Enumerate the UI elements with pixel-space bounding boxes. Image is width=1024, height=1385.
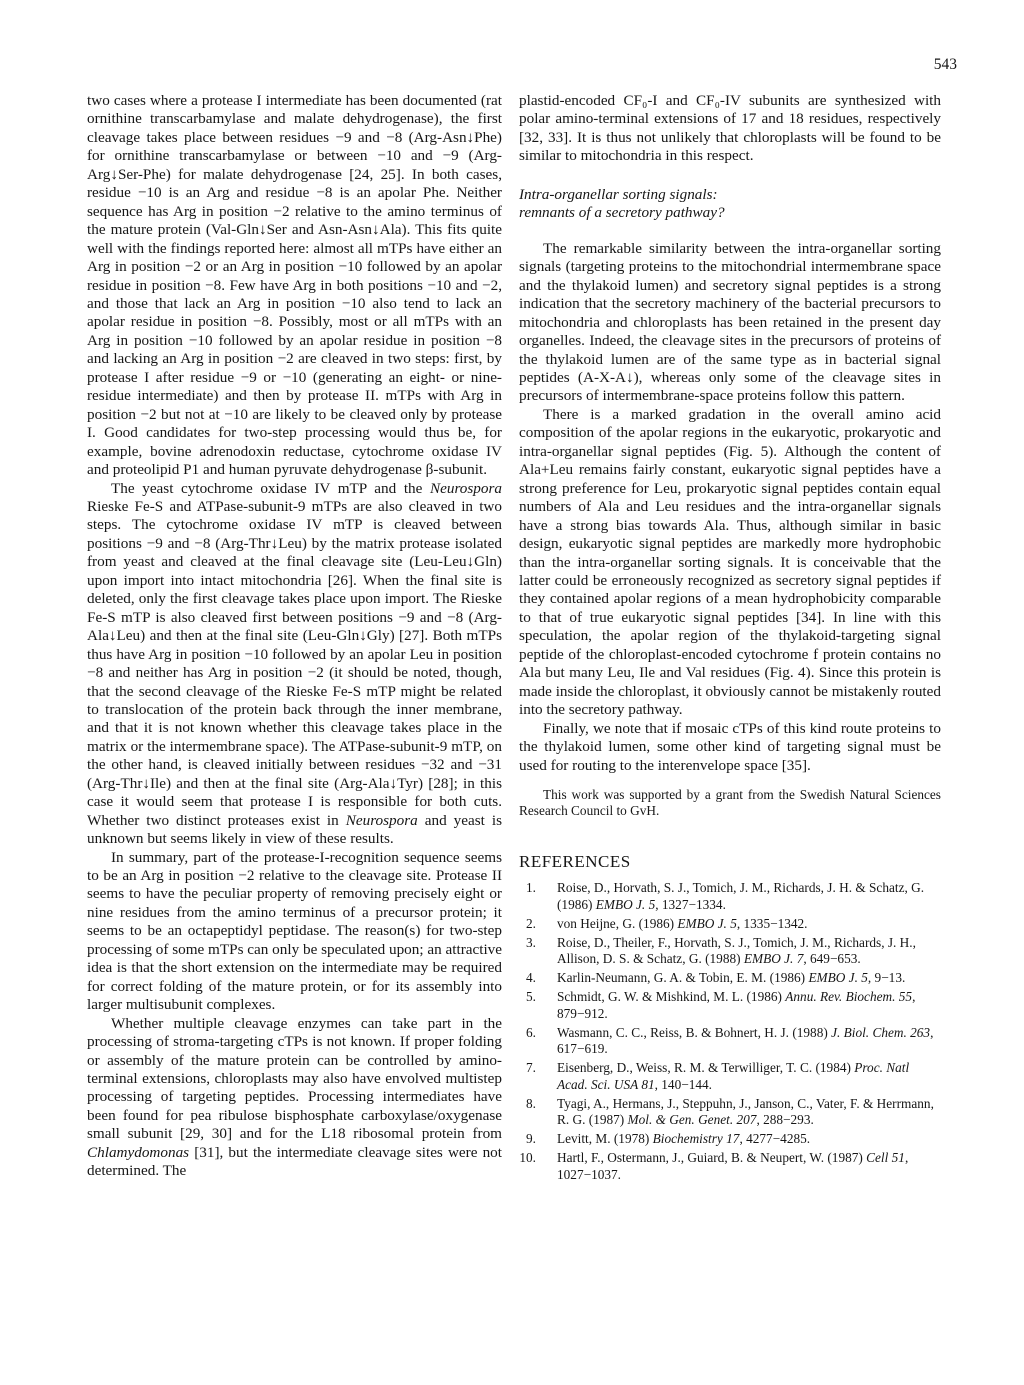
body-paragraph: There is a marked gradation in the overall amino acid composition of the apolar regions in the eukaryotic, prokaryotic and intra-organellar signal peptides (Fig. 5). Although the content of Ala+Leu remains fairly constant, eukaryotic signal peptides have a strong preference for Leu, prokaryotic signal peptides contain equal numbers of Ala and Leu residues and the intra-organellar signals have a strong bias towards Ala. Thus, although similar in basic design, eukaryotic signal peptides are markedly more hydrophobic than the intra-organellar sorting signals. It is conceivable that the latter could be erroneously recognized as secretory signal peptides if they contained apolar regions of a mean hydrophobicity comparable to that of true eukaryotic signal peptides [34]. In line with this speculation, the apolar region of the thylakoid-targeting signal peptide of the chloroplast-encoded cytochrome f protein contains no Ala but many Leu, Ile and Val residues (Fig. 4). Since this protein is made inside the chloroplast, it obviously cannot be mistakenly routed into the secretory pathway. <box>519 405 941 719</box>
reference-item <box>519 970 941 987</box>
body-paragraph: Whether multiple cleavage enzymes can take part in the processing of stroma-targeting cTPs is not known. If proper folding or assembly of the mature protein can be controlled by amino-terminal extensions, chloroplasts may also have envolved multistep processing of targeting peptides. Processing intermediates have been found for pea ribulose bisphosphate carboxylase/oxygenase small subunit [29, 30] and for the L18 ribosomal protein from Chlamydomonas [31], but the intermediate cleavage sites were not determined. The <box>87 1014 502 1180</box>
body-paragraph: Finally, we note that if mosaic cTPs of this kind route proteins to the thylakoid lumen, some other kind of targeting signal must be used for routing to the interenvelope space [35]. <box>519 719 941 774</box>
reference-number: 8. <box>526 1095 536 1111</box>
references-heading: REFERENCES <box>519 851 631 871</box>
reference-pages: , 9−13. <box>867 970 906 986</box>
reference-pages: , 1027−1037. <box>557 1150 909 1182</box>
reference-item <box>519 1096 941 1129</box>
body-paragraph: The yeast cytochrome oxidase IV mTP and the Neurospora Rieske Fe-S and ATPase-subunit-9 mTPs are also cleaved in two steps. The cytochrome oxidase IV mTP is cleaved between positions −9 and −8 (Arg-Thr↓Leu) by the matrix protease isolated from yeast and cleaved at the final cleavage site (Leu-Leu↓Gln) upon import into intact mitochondria [26]. When the final site is deleted, only the first cleavage takes place upon import. The Rieske Fe-S mTP is also cleaved first between positions −9 and −8 (Arg-Ala↓Leu) and then at the final site (Leu-Gln↓Gly) [27]. Both mTPs thus have Arg in position −10 followed by an apolar Leu in position −8 and neither has Arg in position −2 (it should be noted, though, that the second cleavage of the Rieske Fe-S mTP might be related to translocation of the protein back through the inner membrane, and that it is not known whether this cleavage takes place in the matrix or the intermembrane space). The ATPase-subunit-9 mTP, on the other hand, is cleaved initially between residues −32 and −31 (Arg-Thr↓Ile) and then at the final site (Arg-Ala↓Tyr) [28]; in this case it would seem that protease I is responsible for both cuts. Whether two distinct proteases exist in Neurospora and yeast is unknown but seems likely in view of these results. <box>87 479 502 848</box>
reference-item <box>519 1131 941 1148</box>
reference-number: 2. <box>526 915 536 931</box>
reference-pages: , 288−293. <box>756 1112 814 1128</box>
section-heading-line: Intra-organellar sorting signals: <box>519 185 718 203</box>
reference-journal: EMBO J. 5 <box>808 970 868 986</box>
reference-journal: Biochemistry 17 <box>652 1131 740 1147</box>
reference-authors: Schmidt, G. W. & Mishkind, M. L. (1986) <box>557 989 786 1005</box>
reference-number: 6. <box>526 1024 536 1040</box>
reference-number: 5. <box>526 989 536 1005</box>
reference-number: 7. <box>526 1060 536 1076</box>
reference-journal: Proc. Natl Acad. Sci. USA 81 <box>557 1060 910 1092</box>
acknowledgment: This work was supported by a grant from the Swedish Natural Sciences Research Council to GvH. <box>519 786 941 819</box>
page-number: 543 <box>933 56 957 73</box>
body-paragraph: two cases where a protease I intermediate has been documented (rat ornithine transcarbamylase and malate dehydrogenase), the first cleavage takes place between residues −9 and −8 (Arg-Asn↓Phe) for ornithine transcarbamylase or between −10 and −9 (Arg-Arg↓Ser-Phe) for malate dehydrogenase [24, 25]. In both cases, residue −10 is an Arg and residue −8 is an apolar Phe. Neither sequence has Arg in position −2 relative to the amino terminus of the mature protein (Val-Gln↓Ser and Asn-Asn↓Ala). This fits quite well with the findings reported here: almost all mTPs have either an Arg in position −2 or an Arg in position −10 followed by an apolar residue in position −8. Few have Arg in both positions −10 and −2, and those that lack an Arg in position −10 also tend to lack an apolar residue in position −8. Possibly, most or all mTPs with an Arg in position −10 followed by an apolar residue in position −8 and lacking an Arg in position −2 are cleaved in two steps: first, by protease I after residue −9 or −10 (generating an eight- or nine-residue intermediate) and then by protease II. mTPs with Arg in position −2 but not at −10 are likely to be cleaved only by protease I. Good candidates for two-step processing would thus be, for example, bovine adrenodoxin reductase, cytochrome oxidase IV and proteolipid P1 and human pyruvate dehydrogenase β-subunit. <box>87 92 502 479</box>
reference-authors: Levitt, M. (1978) <box>557 1131 653 1147</box>
reference-pages: , 617−619. <box>557 1024 934 1057</box>
section-heading-line: remnants of a secretory pathway? <box>519 204 725 222</box>
reference-item <box>519 935 941 968</box>
reference-journal: EMBO J. 5 <box>595 896 656 912</box>
reference-pages: , 879−912. <box>557 989 916 1021</box>
reference-journal: EMBO J. 7 <box>743 951 804 967</box>
reference-journal: Mol. & Gen. Genet. 207 <box>627 1112 757 1128</box>
reference-journal: EMBO J. 5 <box>677 915 737 931</box>
reference-number: 9. <box>526 1131 536 1147</box>
reference-journal: Cell 51 <box>866 1150 905 1166</box>
reference-pages: , 649−653. <box>803 951 861 967</box>
reference-number: 3. <box>526 934 536 950</box>
reference-item <box>519 989 941 1022</box>
reference-pages: , 1327−1334. <box>655 896 726 912</box>
reference-list <box>519 880 941 1183</box>
reference-item <box>519 1060 941 1093</box>
section-heading <box>519 186 941 223</box>
reference-pages: , 140−144. <box>654 1076 712 1092</box>
right-column <box>519 92 941 1186</box>
reference-item <box>519 880 941 913</box>
reference-authors: Karlin-Neumann, G. A. & Tobin, E. M. (1986) <box>557 970 809 986</box>
reference-number: 10. <box>519 1150 536 1166</box>
reference-pages: , 1335−1342. <box>736 915 808 931</box>
reference-journal: Annu. Rev. Biochem. 55 <box>785 989 913 1005</box>
reference-item <box>519 916 941 933</box>
reference-authors: von Heijne, G. (1986) <box>557 915 678 931</box>
reference-journal: J. Biol. Chem. 263 <box>831 1024 931 1040</box>
reference-authors: Tyagi, A., Hermans, J., Steppuhn, J., Janson, C., Vater, F. & Herrmann, R. G. (1987) <box>557 1095 934 1128</box>
reference-authors: Roise, D., Theiler, F., Horvath, S. J., Tomich, J. M., Richards, J. H., Allison, D. S. & Schatz, G. (1988) <box>557 934 916 967</box>
reference-number: 4. <box>526 970 536 986</box>
left-column <box>87 92 502 1181</box>
reference-pages: , 4277−4285. <box>739 1131 811 1147</box>
body-paragraph: In summary, part of the protease-I-recognition sequence seems to be an Arg in position −2 relative to the cleavage site. Protease II seems to have the peculiar property of removing precisely eight or nine residues from the amino terminus of a precursor protein; it seems to be an octapeptidyl peptidase. The reason(s) for two-step processing of some mTPs can only be speculated upon; an attractive idea is that the short extension on the intermediate may be required for correct folding of the mature protein, or for its assembly into larger multisubunit complexes. <box>87 848 503 1014</box>
reference-authors: Hartl, F., Ostermann, J., Guiard, B. & Neupert, W. (1987) <box>557 1150 867 1166</box>
reference-item <box>519 1025 941 1058</box>
reference-authors: Eisenberg, D., Weiss, R. M. & Terwilliger, T. C. (1984) <box>557 1060 855 1076</box>
reference-number: 1. <box>526 880 536 896</box>
reference-item <box>519 1150 941 1183</box>
body-paragraph: plastid-encoded CF₀-I and CF₀-IV subunits are synthesized with polar amino-terminal extensions of 17 and 18 residues, respectively [32, 33]. It is thus not unlikely that chloroplasts will be found to be similar to mitochondria in this respect. <box>519 92 941 165</box>
reference-authors: Wasmann, C. C., Reiss, B. & Bohnert, H. J. (1988) <box>557 1024 832 1040</box>
reference-authors: Roise, D., Horvath, S. J., Tomich, J. M., Richards, J. H. & Schatz, G. (1986) <box>557 880 925 912</box>
body-paragraph: The remarkable similarity between the intra-organellar sorting signals (targeting proteins to the mitochondrial intermembrane space and the thylakoid lumen) and secretory signal peptides is a strong indication that the secretory machinery of the bacterial precursors to mitochondria and chloroplasts has been retained in the present day organelles. Indeed, the cleavage sites in the precursors of proteins of the thylakoid lumen are of the same type as in bacterial signal peptides (A-X-A↓), whereas only some of the cleavage sites in precursors of intermembrane-space proteins follow this pattern. <box>519 239 941 405</box>
